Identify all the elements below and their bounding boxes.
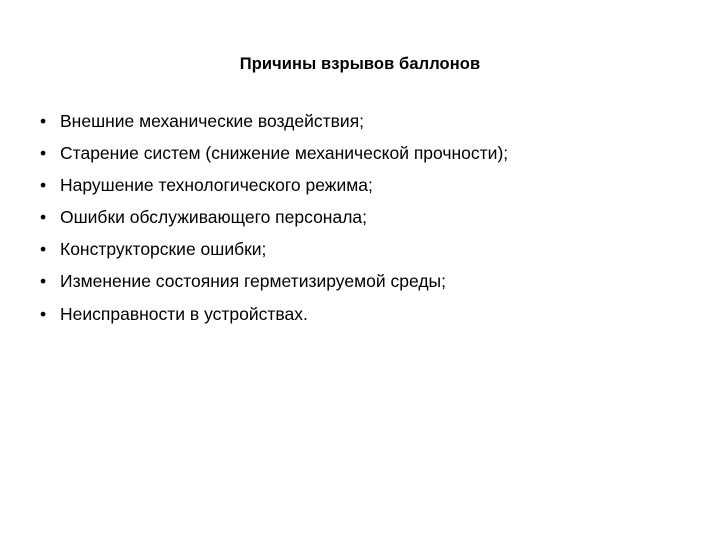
list-item-label: Нарушение технологического режима; <box>60 175 373 196</box>
page-title: Причины взрывов баллонов <box>239 55 481 73</box>
bullet-marker-icon: • <box>40 271 47 292</box>
list-item-label: Старение систем (снижение механической прочности); <box>60 143 509 164</box>
list-item-label: Внешние механические воздействия; <box>60 111 365 131</box>
list-item-label: Конструкторские ошибки; <box>60 239 267 260</box>
bullet-list <box>14 110 704 335</box>
list-item-label: Изменение состояния герметизируемой среды; <box>60 271 446 292</box>
list-item <box>14 303 704 326</box>
bullet-marker-icon: • <box>40 303 47 324</box>
list-item <box>14 110 704 133</box>
bullet-marker-icon: • <box>40 207 47 228</box>
bullet-marker-icon: • <box>40 239 47 260</box>
list-item <box>14 206 704 229</box>
list-item-label: Ошибки обслуживающего персонала; <box>60 207 368 228</box>
bullet-marker-icon: • <box>40 111 47 131</box>
list-item <box>14 238 704 261</box>
bullet-marker-icon: • <box>40 175 47 196</box>
list-item <box>14 142 704 165</box>
list-item-label: Неисправности в устройствах. <box>60 303 308 324</box>
list-item <box>14 174 704 197</box>
list-item <box>14 270 704 293</box>
bullet-marker-icon: • <box>40 143 47 164</box>
